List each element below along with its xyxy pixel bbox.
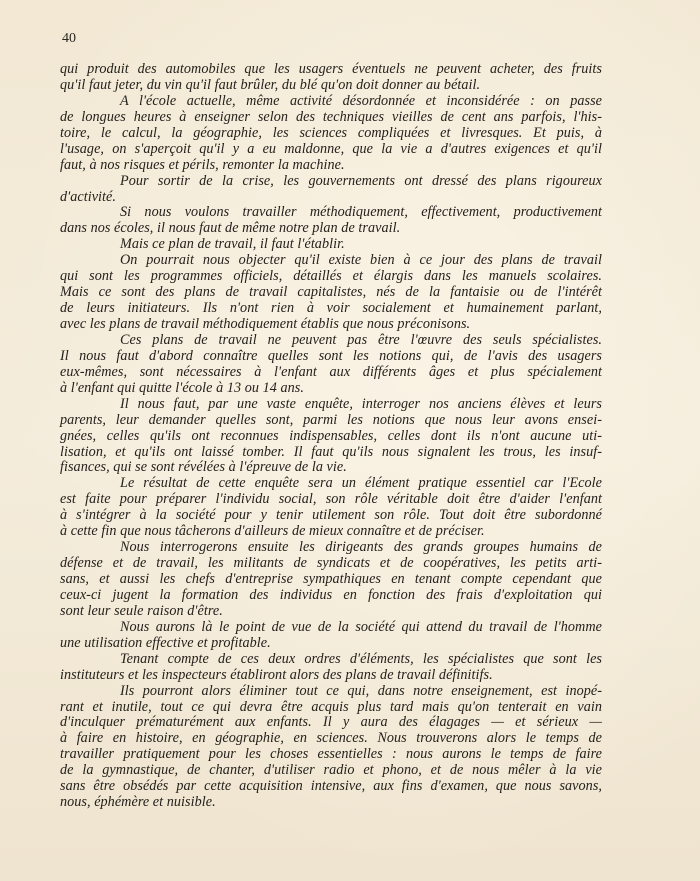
text-line: parents, leur demander quelles sont, parmi les notions que nous leur avons ensei- bbox=[60, 411, 602, 428]
paragraph bbox=[60, 540, 602, 620]
text-line: l'usage, on s'aperçoit qu'il y a eu maldonne, que la vie a d'autres exigences et qu'il bbox=[60, 140, 602, 157]
text-line: à cette fin que nous tâcherons d'ailleurs de mieux connaître et de préciser. bbox=[60, 523, 485, 540]
paragraph bbox=[60, 174, 602, 206]
text-line: A l'école actuelle, même activité désordonnée et inconsidérée : on passe bbox=[120, 92, 602, 109]
text-line: ceux-ci jugent la formation des individus en fonction des frais d'exploitation qui bbox=[60, 586, 602, 603]
text-line: travailler pratiquement pour les choses essentielles : nous aurons le temps de faire bbox=[60, 746, 602, 763]
body-text bbox=[60, 62, 602, 811]
text-line: avec les plans de travail méthodiquement établis que nous préconisons. bbox=[60, 316, 471, 332]
text-line: à s'intégrer à la société pour y tenir utilement son rôle. Tout doit être subordonné bbox=[60, 507, 602, 524]
text-line: nous, éphémère et nuisible. bbox=[60, 794, 216, 811]
paragraph bbox=[60, 652, 602, 684]
paragraph bbox=[60, 237, 602, 253]
text-line: Il nous faut, par une vaste enquête, interroger nos anciens élèves et leurs bbox=[120, 395, 602, 412]
text-line: Ils pourront alors éliminer tout ce qui, dans notre enseignement, est inopé- bbox=[120, 682, 602, 699]
text-line: fisances, qui se sont révélées à l'épreuve de la vie. bbox=[60, 459, 347, 476]
text-line: une utilisation effective et profitable. bbox=[60, 634, 271, 651]
text-line: dans nos écoles, il nous faut de même notre plan de travail. bbox=[60, 220, 401, 237]
text-line: On pourrait nous objecter qu'il existe bien à ce jour des plans de travail bbox=[120, 252, 602, 269]
text-line: à faire en histoire, en géographie, en sciences. Nous trouverons alors le temps de bbox=[60, 730, 602, 747]
text-line: qui sont les programmes officiels, détaillés et élargis dans les manuels scolaires. bbox=[60, 268, 602, 285]
text-line: Nous interrogerons ensuite les dirigeants des grands groupes humains de bbox=[120, 539, 602, 556]
text-line: de leurs initiateurs. Ils n'ont rien à voir socialement et humainement parlant, bbox=[60, 300, 602, 317]
paragraph bbox=[60, 62, 602, 94]
text-line: sont leur seule raison d'être. bbox=[60, 602, 223, 619]
text-line: eux-mêmes, sont nécessaires à l'enfant aux différents âges et plus spécialement bbox=[60, 363, 602, 380]
text-line: Ces plans de travail ne peuvent pas être l'œuvre des seuls spécialistes. bbox=[120, 331, 602, 348]
page-number: 40 bbox=[62, 31, 76, 46]
text-line: sans être obsédés par cette acquisition intensive, aux fins d'examen, que nous savons, bbox=[60, 778, 602, 795]
paragraph bbox=[60, 94, 602, 174]
paragraph bbox=[60, 476, 602, 540]
text-line: défense et de travail, les militants de syndicats et de coopératives, les petits arti- bbox=[60, 555, 602, 572]
text-line: d'activité. bbox=[60, 188, 116, 205]
text-line: sans, et aussi les chefs d'entreprise sympathiques en tenant compte cependant que bbox=[60, 571, 602, 587]
text-line: Tenant compte de ces deux ordres d'éléments, les spécialistes que sont les bbox=[120, 650, 602, 667]
text-line: rant et inutile, tout ce qui devra être acquis plus tard mais qu'on tenterait en vain bbox=[60, 698, 602, 715]
text-line: Mais ce sont des plans de travail capitalistes, nés de la fantaisie ou de l'intérêt bbox=[60, 284, 602, 301]
text-line: d'inculquer prématurément aux enfants. Il y aura des élagages — et sérieux — bbox=[60, 714, 602, 731]
paragraph bbox=[60, 333, 602, 397]
text-line: Pour sortir de la crise, les gouvernements ont dressé des plans rigoureux bbox=[120, 172, 602, 189]
paragraph bbox=[60, 620, 602, 652]
text-line: de longues heures à enseigner selon des techniques vieilles de cent ans parfois, l'his- bbox=[60, 108, 602, 125]
paragraph bbox=[60, 684, 602, 812]
text-line: de la gymnastique, de chanter, d'utiliser radio et phono, et de nous mêler à la vie bbox=[60, 762, 602, 779]
text-line: Nous aurons là le point de vue de la société qui attend du travail de l'homme bbox=[120, 618, 602, 635]
text-line: qui produit des automobiles que les usagers éventuels ne peuvent acheter, des fruits bbox=[60, 61, 602, 77]
text-line: instituteurs et les inspecteurs établiront alors des plans de travail définitifs. bbox=[60, 666, 493, 683]
text-line: à l'enfant qui quitte l'école à 13 ou 14 ans. bbox=[60, 379, 304, 396]
text-line: gnées, celles qu'ils ont reconnues indispensables, celles dont ils n'ont aucune uti- bbox=[60, 427, 602, 444]
text-line: lisation, et qu'ils ont laissé tomber. Il faut qu'ils nous signalent les trous, les insuf- bbox=[60, 443, 602, 460]
text-line: qu'il faut jeter, du vin qu'il faut brûler, du blé qu'on doit donner au bétail. bbox=[60, 76, 481, 93]
paragraph bbox=[60, 205, 602, 237]
text-line: Il nous faut d'abord connaître quelles sont les notions qui, de l'avis des usagers bbox=[60, 347, 602, 364]
text-line: Mais ce plan de travail, il faut l'établir. bbox=[120, 236, 345, 253]
paragraph bbox=[60, 397, 602, 477]
text-line: est faite pour préparer l'individu social, son rôle véritable doit être d'aider l'enfant bbox=[60, 491, 602, 508]
text-line: Le résultat de cette enquête sera un élément pratique essentiel car l'Ecole bbox=[120, 475, 602, 492]
paragraph bbox=[60, 253, 602, 333]
text-line: toire, le calcul, la géographie, les sciences compliquées et livresques. Et puis, à bbox=[60, 124, 602, 141]
text-line: faut, à nos risques et périls, remonter la machine. bbox=[60, 156, 345, 173]
text-line: Si nous voulons travailler méthodiquement, effectivement, productivement bbox=[120, 204, 602, 221]
